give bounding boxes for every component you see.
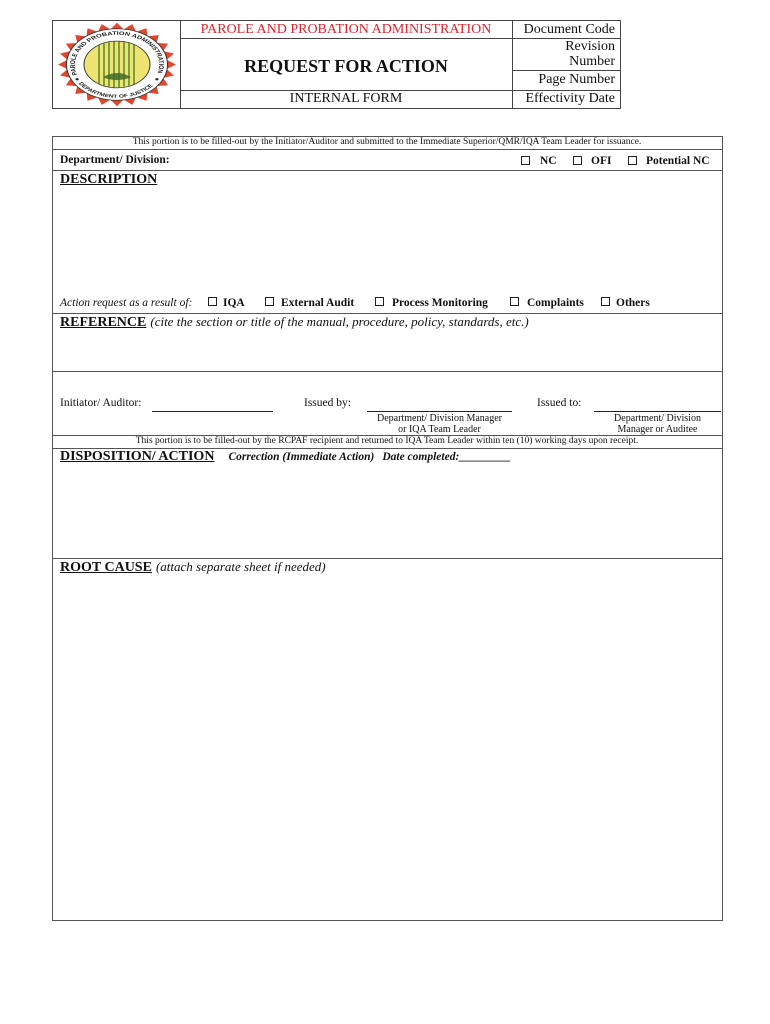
iqa-label: IQA — [223, 297, 245, 309]
potential-nc-checkbox[interactable] — [628, 156, 637, 165]
root-cause-field[interactable] — [54, 578, 720, 918]
reference-heading-row — [60, 314, 529, 331]
revision-number-label-line2: Number — [569, 53, 615, 69]
disposition-heading-row — [60, 449, 511, 465]
external-audit-label: External Audit — [281, 297, 355, 309]
potential-nc-label: Potential NC — [646, 155, 710, 167]
issued-to-caption-line2: Manager or Auditee — [617, 423, 698, 435]
seal-inner-disc — [84, 41, 150, 88]
ofi-label: OFI — [591, 155, 612, 167]
divider — [52, 170, 722, 171]
seal-bottom-text: DEPARTMENT OF JUSTICE — [76, 81, 155, 100]
ofi-checkbox[interactable] — [573, 156, 582, 165]
complaints-checkbox[interactable] — [510, 297, 519, 306]
others-checkbox[interactable] — [601, 297, 610, 306]
date-completed-label: Date completed:_________ — [382, 451, 512, 463]
issued-to-caption-line1: Department/ Division — [614, 412, 701, 424]
process-monitoring-checkbox[interactable] — [375, 297, 384, 306]
issued-by-label: Issued by: — [304, 397, 351, 409]
others-label: Others — [616, 297, 650, 309]
reference-heading: REFERENCE — [60, 315, 147, 330]
nc-label: NC — [540, 155, 557, 167]
nc-checkbox[interactable] — [521, 156, 530, 165]
department-label: Department/ Division: — [60, 154, 170, 166]
revision-number-label-line1: Revision — [565, 38, 615, 54]
disposition-heading: DISPOSITION/ ACTION — [60, 449, 215, 464]
reference-note: (cite the section or title of the manual, procedure, policy, standards, etc.) — [150, 314, 529, 329]
issued-by-caption-line2: or IQA Team Leader — [398, 423, 481, 435]
seal-dot-right — [155, 78, 158, 80]
effectivity-date-label: Effectivity Date — [525, 91, 615, 106]
department-field[interactable] — [175, 151, 510, 169]
seal-top-text: PAROLE AND PROBATION ADMINISTRATION — [70, 31, 164, 76]
divider — [52, 149, 722, 150]
divider — [52, 371, 722, 372]
seal-logo — [57, 22, 177, 107]
recipient-instruction: This portion is to be filled-out by the RCPAF recipient and returned to IQA Team Leader within ten (10) working days upon receipt. — [135, 436, 639, 446]
page-number-label: Page Number — [538, 72, 615, 87]
external-audit-checkbox[interactable] — [265, 297, 274, 306]
description-field[interactable] — [54, 190, 720, 290]
description-heading: DESCRIPTION — [60, 172, 158, 187]
process-monitoring-label: Process Monitoring — [392, 297, 488, 309]
complaints-label: Complaints — [527, 297, 584, 309]
root-cause-heading: ROOT CAUSE — [60, 560, 152, 575]
form-type: INTERNAL FORM — [289, 91, 403, 106]
seal-dot-left — [76, 78, 79, 80]
form-title: REQUEST FOR ACTION — [244, 56, 448, 76]
initiator-signature-line[interactable] — [152, 411, 273, 412]
reference-field[interactable] — [54, 332, 720, 370]
iqa-checkbox[interactable] — [208, 297, 217, 306]
issued-to-label: Issued to: — [537, 397, 582, 409]
root-cause-heading-row — [60, 559, 326, 576]
disposition-field[interactable] — [54, 468, 720, 556]
agency-name: PAROLE AND PROBATION ADMINISTRATION — [200, 22, 492, 37]
header-row-line — [512, 70, 620, 71]
document-code-label: Document Code — [523, 22, 615, 37]
correction-label: Correction (Immediate Action) — [228, 451, 375, 463]
initiator-label: Initiator/ Auditor: — [60, 397, 142, 409]
issued-by-caption-line1: Department/ Division Manager — [377, 412, 502, 424]
action-request-label: Action request as a result of: — [60, 297, 193, 309]
root-cause-note: (attach separate sheet if needed) — [155, 559, 326, 574]
initiator-instruction: This portion is to be filled-out by the Initiator/Auditor and submitted to the Immediate Superior/QMR/IQA Team Leader for issuance. — [132, 137, 642, 147]
